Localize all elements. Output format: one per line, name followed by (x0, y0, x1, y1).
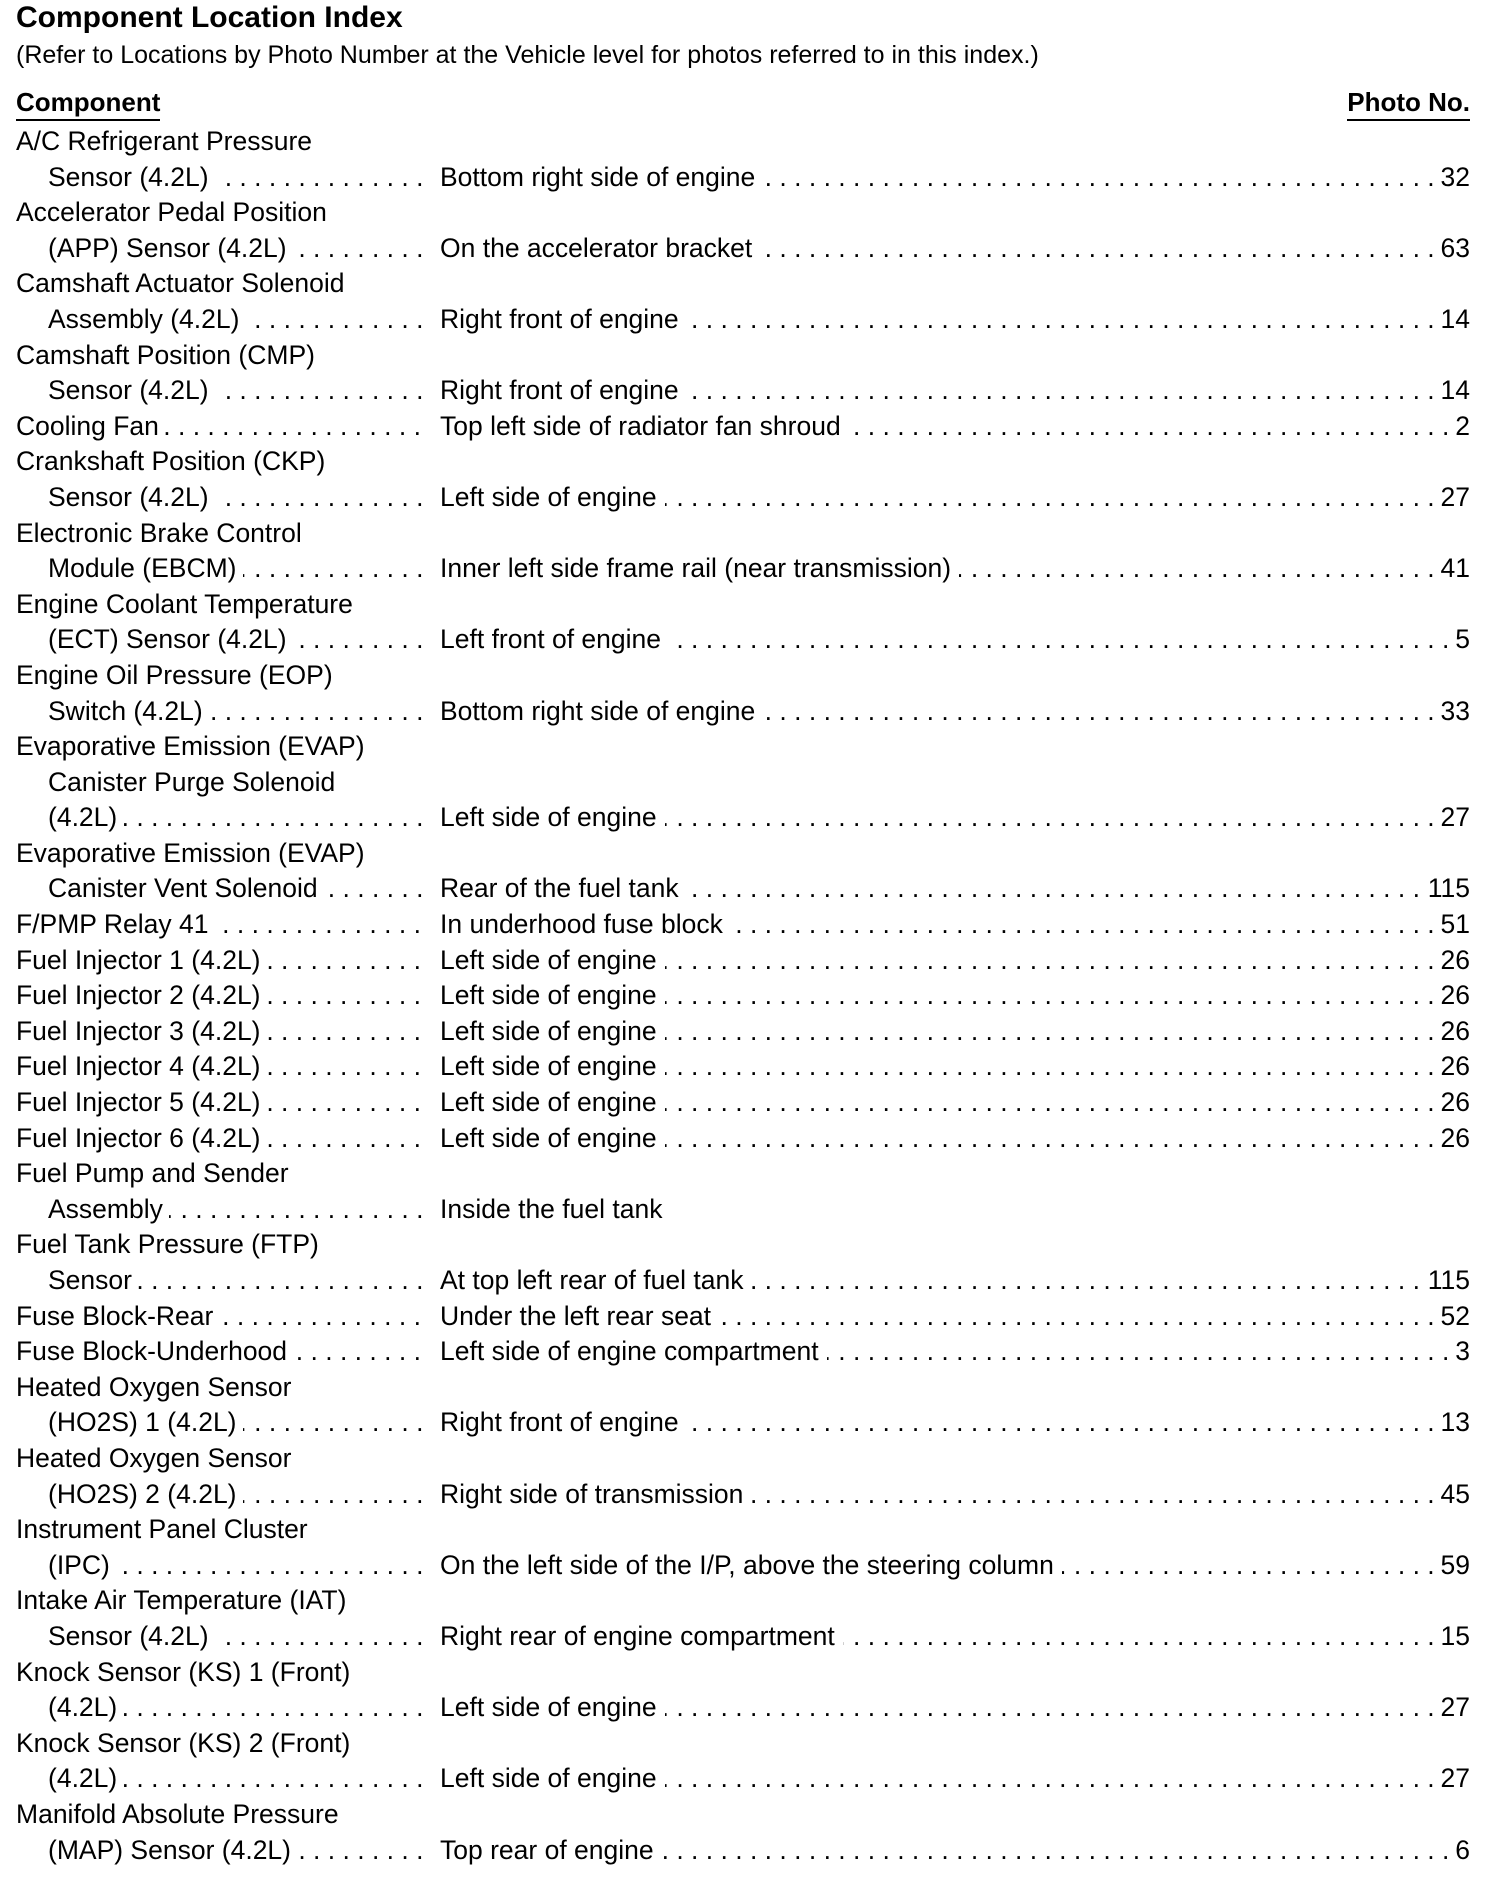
component-location: On the left side of the I/P, above the steering column (426, 1548, 1062, 1584)
component-name: Sensor (4.2L) (48, 160, 215, 196)
component-name: Assembly (48, 1192, 169, 1228)
index-entry-row (16, 551, 1470, 587)
photo-number: 26 (1433, 943, 1470, 979)
component-location: Left side of engine (426, 480, 665, 516)
page-subtitle: (Refer to Locations by Photo Number at the Vehicle level for photos referred to in this index.) (16, 41, 1039, 69)
component-location: Left side of engine (426, 1121, 665, 1157)
photo-number: 13 (1433, 1405, 1470, 1441)
photo-number: 3 (1447, 1334, 1470, 1370)
component-location: Left side of engine (426, 1049, 665, 1085)
component-name: (HO2S) 2 (4.2L) (48, 1477, 243, 1513)
component-location: At top left rear of fuel tank (426, 1263, 751, 1299)
index-entry-row (16, 800, 1470, 836)
index-entry-row (16, 1477, 1470, 1513)
photo-number: 15 (1433, 1619, 1470, 1655)
component-name: A/C Refrigerant Pressure (16, 126, 313, 156)
photo-number: 27 (1433, 1690, 1470, 1726)
component-name: (IPC) (48, 1548, 116, 1584)
component-name: Intake Air Temperature (IAT) (16, 1585, 347, 1616)
index-entry-row (16, 1085, 1470, 1121)
component-name: Knock Sensor (KS) 1 (Front) (16, 1656, 351, 1687)
index-entry-row (16, 480, 1470, 516)
photo-number: 45 (1433, 1477, 1470, 1513)
component-name: Fuel Pump and Sender (16, 1158, 289, 1189)
photo-number: 2 (1447, 409, 1470, 445)
component-location: Left side of engine (426, 978, 665, 1014)
component-location: Rear of the fuel tank (426, 871, 687, 907)
component-name: Heated Oxygen Sensor (16, 1371, 292, 1402)
component-name: Camshaft Actuator Solenoid (16, 268, 345, 299)
component-location: Top rear of engine (426, 1833, 662, 1869)
component-location: Left side of engine compartment (426, 1334, 827, 1370)
index-entry-row (16, 1299, 1470, 1335)
component-name: Sensor (4.2L) (48, 1619, 215, 1655)
component-name: Switch (4.2L) (48, 694, 209, 730)
photo-number: 14 (1433, 302, 1470, 338)
index-entry-row (16, 1405, 1470, 1441)
component-name: Sensor (4.2L) (48, 373, 215, 409)
component-name: Sensor (48, 1263, 138, 1299)
component-location: Right front of engine (426, 373, 687, 409)
component-name-row (16, 1441, 1470, 1477)
component-name: Accelerator Pedal Position (16, 197, 327, 228)
photo-number: 26 (1433, 1049, 1470, 1085)
photo-number: 26 (1433, 1121, 1470, 1157)
index-entry-row (16, 622, 1470, 658)
index-entry-row (16, 302, 1470, 338)
photo-number: 115 (1420, 871, 1470, 907)
component-name-row (16, 765, 1470, 801)
column-header-photo-no: Photo No. (1347, 86, 1470, 121)
component-name-row (16, 444, 1470, 480)
index-entry-row (16, 160, 1470, 196)
component-location: Left side of engine (426, 943, 665, 979)
component-location: Left side of engine (426, 1085, 665, 1121)
index-entry-row (16, 1833, 1470, 1869)
component-name: Electronic Brake Control (16, 517, 302, 548)
index-entry-row (16, 871, 1470, 907)
component-name: Canister Purge Solenoid (48, 766, 336, 797)
index-entry-row (16, 694, 1470, 730)
index-entry-row (16, 1548, 1470, 1584)
component-name-row (16, 658, 1470, 694)
component-name: Engine Coolant Temperature (16, 588, 353, 619)
index-entry-row (16, 1049, 1470, 1085)
component-location: Left side of engine (426, 800, 665, 836)
component-name-row (16, 1797, 1470, 1833)
index-entry-row (16, 1619, 1470, 1655)
index-entry-row (16, 907, 1470, 943)
component-name-row (16, 836, 1470, 872)
component-name-row (16, 124, 1470, 160)
photo-number: 26 (1433, 1085, 1470, 1121)
component-name: Fuse Block-Underhood (16, 1334, 293, 1370)
component-name: Instrument Panel Cluster (16, 1514, 308, 1545)
component-name: Manifold Absolute Pressure (16, 1798, 339, 1829)
component-name: Canister Vent Solenoid (48, 871, 324, 907)
component-name-row (16, 587, 1470, 623)
component-name: Fuel Injector 3 (4.2L) (16, 1014, 267, 1050)
component-name: (4.2L) (48, 1761, 123, 1797)
component-name: (MAP) Sensor (4.2L) (48, 1833, 297, 1869)
component-name: Fuel Injector 4 (4.2L) (16, 1049, 267, 1085)
component-index-list (16, 124, 1470, 1868)
index-entry-row (16, 1014, 1470, 1050)
index-entry-row (16, 409, 1470, 445)
photo-number: 115 (1420, 1263, 1470, 1299)
component-name: Fuel Injector 1 (4.2L) (16, 943, 267, 979)
index-entry-row (16, 1690, 1470, 1726)
component-name: (HO2S) 1 (4.2L) (48, 1405, 243, 1441)
component-name: Knock Sensor (KS) 2 (Front) (16, 1727, 351, 1758)
component-name-row (16, 1583, 1470, 1619)
photo-number: 26 (1433, 1014, 1470, 1050)
component-location: Under the left rear seat (426, 1299, 719, 1335)
photo-number: 51 (1433, 907, 1470, 943)
component-name: F/PMP Relay 41 (16, 907, 214, 943)
index-entry-row (16, 943, 1470, 979)
component-name-row (16, 1370, 1470, 1406)
component-name: Assembly (4.2L) (48, 302, 245, 338)
component-location: Bottom right side of engine (426, 694, 763, 730)
index-entry-row (16, 231, 1470, 267)
component-name: Fuel Tank Pressure (FTP) (16, 1229, 319, 1260)
index-entry-row (16, 1334, 1470, 1370)
component-location: Left front of engine (426, 622, 669, 658)
component-name: (4.2L) (48, 800, 123, 836)
column-header-component: Component (16, 86, 160, 121)
component-location: On the accelerator bracket (426, 231, 760, 267)
component-name: Evaporative Emission (EVAP) (16, 837, 365, 868)
component-name-row (16, 338, 1470, 374)
index-entry-row (16, 1121, 1470, 1157)
index-entry-row (16, 373, 1470, 409)
component-name: (APP) Sensor (4.2L) (48, 231, 293, 267)
component-name: Camshaft Position (CMP) (16, 339, 315, 370)
photo-number: 63 (1433, 231, 1470, 267)
component-location: Right rear of engine compartment (426, 1619, 843, 1655)
index-entry-row (16, 978, 1470, 1014)
component-name-row (16, 1156, 1470, 1192)
component-location: Left side of engine (426, 1014, 665, 1050)
photo-number: 5 (1447, 622, 1470, 658)
photo-number: 33 (1433, 694, 1470, 730)
component-name-row (16, 1512, 1470, 1548)
component-location: Bottom right side of engine (426, 160, 763, 196)
component-name: Cooling Fan (16, 409, 165, 445)
component-name-row (16, 516, 1470, 552)
component-name-row (16, 729, 1470, 765)
component-location: Left side of engine (426, 1761, 665, 1797)
component-name-row (16, 1655, 1470, 1691)
component-location: Right side of transmission (426, 1477, 751, 1513)
component-name: Sensor (4.2L) (48, 480, 215, 516)
component-name: Fuse Block-Rear (16, 1299, 219, 1335)
component-name: Engine Oil Pressure (EOP) (16, 659, 333, 690)
photo-number: 27 (1433, 800, 1470, 836)
index-entry-row (16, 1192, 1470, 1228)
component-name: (ECT) Sensor (4.2L) (48, 622, 293, 658)
component-name: Fuel Injector 6 (4.2L) (16, 1121, 267, 1157)
component-name: Crankshaft Position (CKP) (16, 446, 326, 477)
component-location: Top left side of radiator fan shroud (426, 409, 849, 445)
photo-number: 41 (1433, 551, 1470, 587)
component-name: Heated Oxygen Sensor (16, 1442, 292, 1473)
photo-number: 6 (1447, 1833, 1470, 1869)
component-name: Fuel Injector 2 (4.2L) (16, 978, 267, 1014)
component-location: In underhood fuse block (426, 907, 731, 943)
component-name: Fuel Injector 5 (4.2L) (16, 1085, 267, 1121)
index-entry-row (16, 1761, 1470, 1797)
component-location: Right front of engine (426, 1405, 687, 1441)
photo-number: 27 (1433, 480, 1470, 516)
component-location: Right front of engine (426, 302, 687, 338)
component-location: Left side of engine (426, 1690, 665, 1726)
photo-number: 52 (1433, 1299, 1470, 1335)
index-entry-row (16, 1263, 1470, 1299)
component-name: Evaporative Emission (EVAP) (16, 731, 365, 762)
photo-number: 26 (1433, 978, 1470, 1014)
component-name-row (16, 1726, 1470, 1762)
component-location: Inner left side frame rail (near transmission) (426, 551, 959, 587)
component-name-row (16, 1227, 1470, 1263)
photo-number: 59 (1433, 1548, 1470, 1584)
component-name-row (16, 266, 1470, 302)
component-name: Module (EBCM) (48, 551, 243, 587)
photo-number: 27 (1433, 1761, 1470, 1797)
component-location: Inside the fuel tank (426, 1192, 670, 1228)
photo-number: 14 (1433, 373, 1470, 409)
photo-number: 32 (1433, 160, 1470, 196)
page-title: Component Location Index (16, 1, 403, 34)
component-name: (4.2L) (48, 1690, 123, 1726)
component-name-row (16, 195, 1470, 231)
